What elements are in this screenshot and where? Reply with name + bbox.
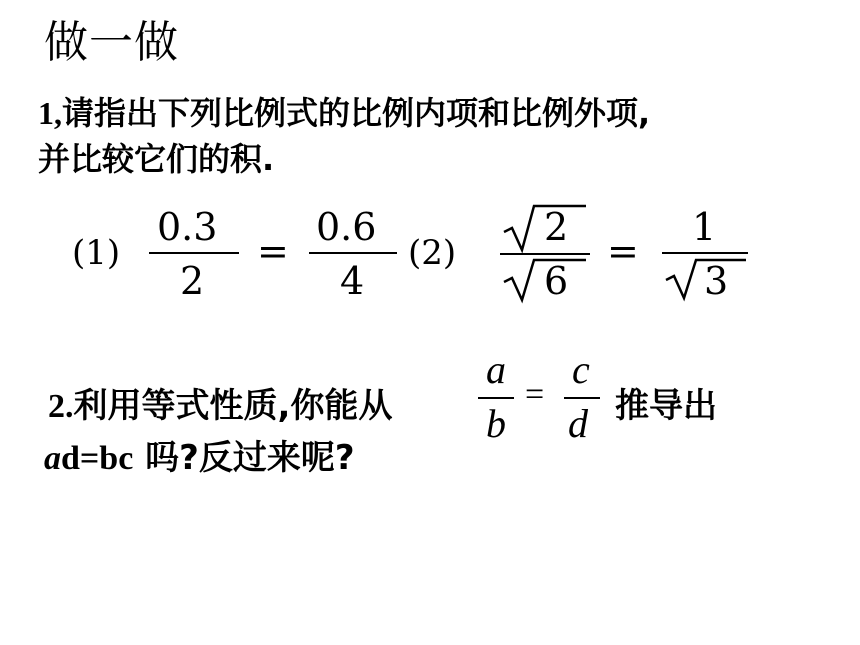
formula-1-left-denominator: 2 (180, 259, 205, 303)
question-2-text-after: 推导出 (615, 386, 717, 426)
fraction-d: d (568, 401, 588, 446)
formula-1-equals: = (257, 229, 289, 273)
formula-2-equals: = (607, 229, 639, 273)
question-2-line-2 (44, 430, 355, 479)
formula-2-right-denominator-radicand: 3 (704, 259, 729, 303)
question-2-number: 2. (48, 388, 74, 425)
question-2-line-1 (48, 378, 392, 427)
slide-title: 做一做 (44, 17, 179, 68)
question-2-question: 吗?反过来呢? (133, 438, 355, 478)
formula-2-left-numerator-radicand: 2 (544, 205, 569, 249)
question-1-text: 请指出下列比例式的比例内项和比例外项, (62, 94, 651, 132)
formula-1-left-numerator: 0.3 (157, 205, 218, 249)
formula-1-label: (1) (72, 233, 121, 273)
question-2-text-before: 利用等式性质,你能从 (73, 386, 393, 426)
question-1-number: 1, (38, 95, 62, 131)
question-1-line-1 (38, 88, 650, 134)
question-1-line-2: 并比较它们的积. (38, 140, 275, 178)
formula-2-right-numerator: 1 (692, 205, 717, 249)
fraction-c: c (572, 347, 590, 392)
question-2-equals: = (525, 376, 545, 413)
fraction-bar-ab (478, 397, 514, 399)
formula-2-left-denominator-radicand: 6 (544, 259, 569, 303)
question-2-equation: d=bc (61, 440, 134, 477)
formula-1-right-denominator: 4 (340, 259, 365, 303)
fraction-b: b (486, 401, 506, 446)
formula-1-left-fraction-bar (149, 252, 239, 254)
formula-2-label: (2) (408, 233, 457, 273)
formula-1-right-fraction-bar (309, 252, 397, 254)
question-2-var-a: a (44, 440, 61, 477)
fraction-a: a (486, 347, 506, 392)
formula-1-right-numerator: 0.6 (316, 205, 377, 249)
fraction-bar-cd (564, 397, 600, 399)
